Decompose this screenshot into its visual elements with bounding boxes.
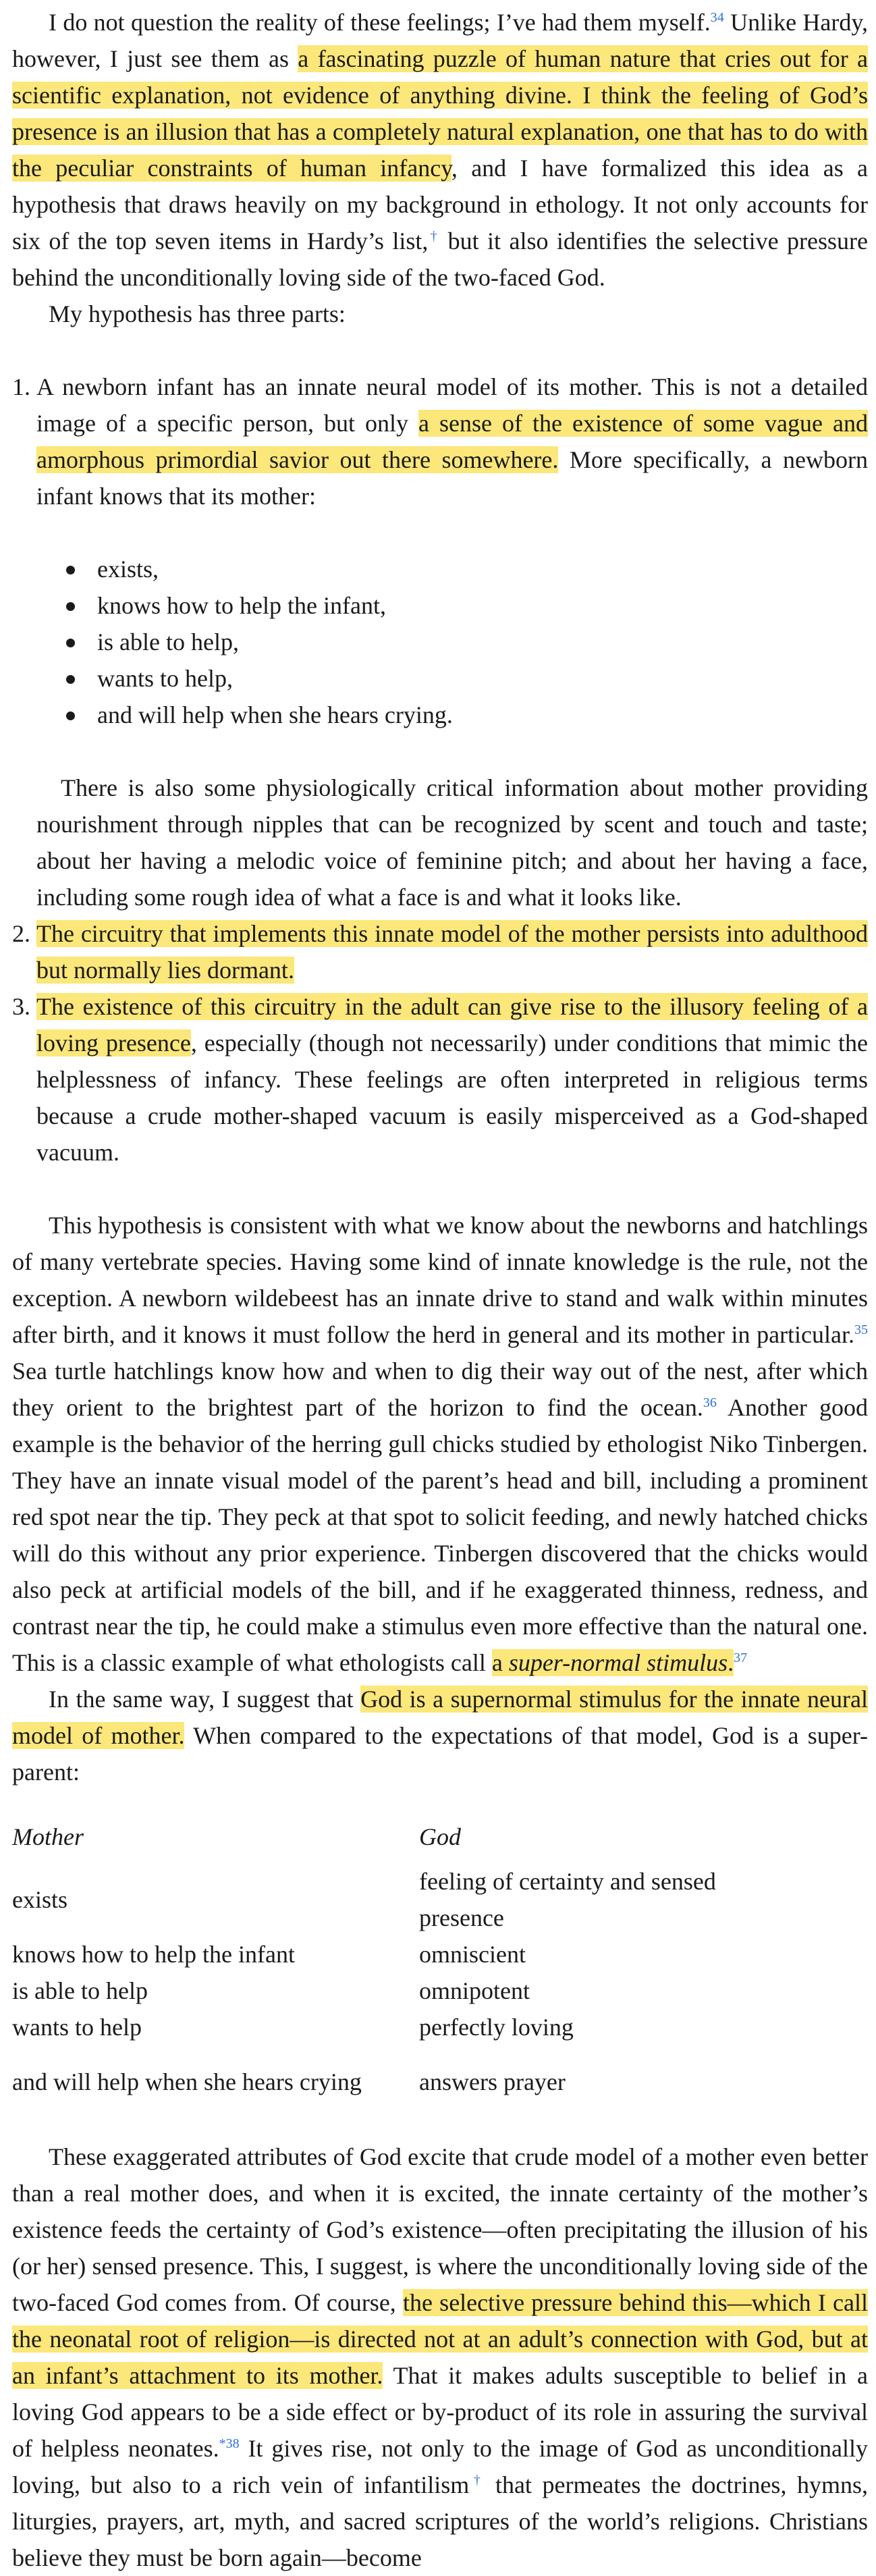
spacer <box>36 514 868 551</box>
column-header-god: God <box>419 1823 461 1850</box>
table-cell: knows how to help the infant <box>12 1941 295 1968</box>
paragraph-innate-knowledge: This hypothesis is consistent with what we know about the newborns and hatchlings of many vertebrate species. Having some kind of innate knowledge is the rule, not the exception. A newborn wildebeest has an innate drive to stand and walk within minutes after birth, and it knows it must follow the herd in general and its mother in particular.$^{35}$ Sea turtle hatchlings know how and when to dig their way out of the nest, after which they orient to the brightest part of the horizon to find the ocean.$^{36}$ Another good example is the behavior of the herring gull chicks studied by ethologist Niko Tinbergen. They have an innate visual model of the parent’s head and bill, including a prominent red spot near the tip. They peck at that spot to solicit feeding, and newly hatched chicks will do this without any prior experience. Tinbergen discovered that the chicks would also peck at artificial models of the bill, and if he exaggerated thinness, redness, and contrast near the tip, he could make a stimulus even more effective than the natural one. This is a classic example of what ethologists call a super-normal stimulus.$^{37}$ <box>12 1212 869 1676</box>
list-item: is able to help, <box>61 624 868 660</box>
list-item: exists, <box>61 551 868 587</box>
spacer <box>36 733 868 770</box>
highlighted-passage: The circuitry that implements this innate model of the mother persists into adulthood but normally lies dormant. <box>36 920 868 984</box>
highlighted-passage: a sense of the existence of some vague and amorphous primordial savior out there somewhere. <box>36 410 868 473</box>
table-cell: omniscient <box>419 1941 526 1968</box>
highlighted-passage: a super-normal stimulus. <box>491 1649 734 1676</box>
table-row <box>12 1863 797 1936</box>
list-number: 1. <box>12 373 30 400</box>
paragraph-text: I do not question the reality of these feelings; I’ve had them myself. <box>49 9 711 36</box>
spacer <box>12 1171 868 1207</box>
hypothesis-part-2 <box>12 915 868 988</box>
highlighted-passage: a fascinating puzzle of human nature that cries out for a scientific explanation, not evidence of anything divine. I think the feeling of God’s presence is an illusion that has a completely natural explanation, one that has to do with the peculiar constraints of human infancy <box>12 45 868 182</box>
mother-attributes-list <box>36 551 868 733</box>
footnote-marker[interactable]: † <box>469 2473 485 2488</box>
footnote-marker[interactable]: 34 <box>710 10 724 25</box>
list-number: 2. <box>12 920 30 947</box>
paragraph-feelings-puzzle: I do not question the reality of these feelings; I’ve had them myself.$^{34}$ Unlike Hardy, however, I just see them as a fascinating puzzle of human nature that cries out for a scientific explanation, not evidence of anything divine. I think the feeling of God’s presence is an illusion that has a completely natural explanation, one that has to do with the peculiar constraints of human infancy, and I have formalized this idea as a hypothesis that draws heavily on my background in ethology. It not only accounts for six of the top seven items in Hardy’s list,† but it also identifies the selective pressure behind the unconditionally loving side of the two-faced God. <box>12 9 869 291</box>
paragraph-hypothesis-intro: My hypothesis has three parts: <box>49 300 346 327</box>
table-cell: exists <box>12 1886 68 1913</box>
table-cell: and will help when she hears crying <box>12 2068 362 2095</box>
spacer <box>12 332 868 369</box>
footnote-marker[interactable]: *38 <box>219 2436 240 2451</box>
list-item: and will help when she hears crying. <box>61 697 868 733</box>
table-cell: perfectly loving <box>419 2014 574 2041</box>
table-cell: feeling of certainty and sensed presence <box>419 1868 716 1931</box>
highlighted-passage: God is a supernormal stimulus for the innate neural model of mother. <box>12 1686 869 1749</box>
table-header-row <box>12 1810 797 1863</box>
spacer <box>12 2118 868 2139</box>
highlighted-passage: The existence of this circuitry in the adult can give rise to the illusory feeling of a loving presence <box>36 993 868 1056</box>
footnote-marker[interactable]: † <box>428 229 440 244</box>
paragraph-supernormal-stimulus: In the same way, I suggest that God is a supernormal stimulus for the innate neural model of mother. When compared to the expectations of that model, God is a super-parent: <box>12 1686 869 1786</box>
hypothesis-parts-list <box>12 369 868 1171</box>
table-cell: is able to help <box>12 1977 148 2004</box>
list-item: wants to help, <box>61 660 868 697</box>
table-cell: omnipotent <box>419 1977 530 2004</box>
paragraph-neonatal-root: These exaggerated attributes of God excite that crude model of a mother even better than a real mother does, and when it is excited, the innate certainty of the mother’s existence feeds the certainty of God’s existence—often precipitating the illusion of his (or her) sensed presence. This, I suggest, is where the unconditionally loving side of the two-faced God comes from. Of course, the selective pressure behind this—which I call the neonatal root of religion—is directed not at an adult’s connection with God, but at an infant’s attachment to its mother. That it makes adults susceptible to belief in a loving God appears to be a side effect or by-product of its role in assuring the survival of helpless neonates.$^{*38}$ It gives rise, not only to the image of God as unconditionally loving, but also to a rich vein of infantilism† that permeates the doctrines, hymns, liturgies, prayers, art, myth, and sacred scriptures of the world’s religions. Christians believe they must be born again—become <box>12 2143 869 2571</box>
table-cell: wants to help <box>12 2014 142 2041</box>
highlighted-passage: the selective pressure behind this—which I call the neonatal root of religion—is directed not at an adult’s connection with God, but at an infant’s attachment to its mother. <box>12 2289 868 2389</box>
table-cell: answers prayer <box>419 2068 566 2095</box>
table-row <box>12 1936 797 1973</box>
footnote-marker[interactable]: 35 <box>854 1322 868 1337</box>
table-row <box>12 2009 797 2045</box>
table-row <box>12 1973 797 2009</box>
footnote-marker[interactable]: 37 <box>734 1651 748 1665</box>
footnote-marker[interactable]: 36 <box>703 1395 717 1410</box>
mother-god-comparison-table <box>12 1810 797 2118</box>
paragraph-physiological-info: There is also some physiologically critical information about mother providing nourishment through nipples that can be recognized by scent and touch and taste; about her having a melodic voice of feminine pitch; and about her having a face, including some rough idea of what a face is and what it looks like. <box>36 774 868 911</box>
table-row <box>12 2045 797 2118</box>
spacer <box>12 1790 868 1810</box>
hypothesis-part-1: 1. A newborn infant has an innate neural model of its mother. This is not a detailed image of a specific person, but only a sense of the existence of some vague and amorphous primordial savior out there somewhere. More specifically, a newborn infant knows that its mother: exists, knows how to help the infant, is able to help, wants to help, and will help when she hears crying. There is also some physiologically critical information about mother providing nourishment through nipples that can be recognized by scent and touch and taste; about her having a melodic voice of feminine pitch; and about her having a face, including some rough idea of what a face is and what it looks like. <box>12 369 868 915</box>
column-header-mother: Mother <box>12 1823 84 1850</box>
hypothesis-part-3: 3. The existence of this circuitry in the adult can give rise to the illusory feeling of a loving presence, especially (though not necessarily) under conditions that mimic the helplessness of infancy. These feelings are often interpreted in religious terms because a crude mother-shaped vacuum is easily misperceived as a God-shaped vacuum. <box>12 988 868 1171</box>
list-item: knows how to help the infant, <box>61 587 868 624</box>
list-number: 3. <box>12 993 30 1020</box>
